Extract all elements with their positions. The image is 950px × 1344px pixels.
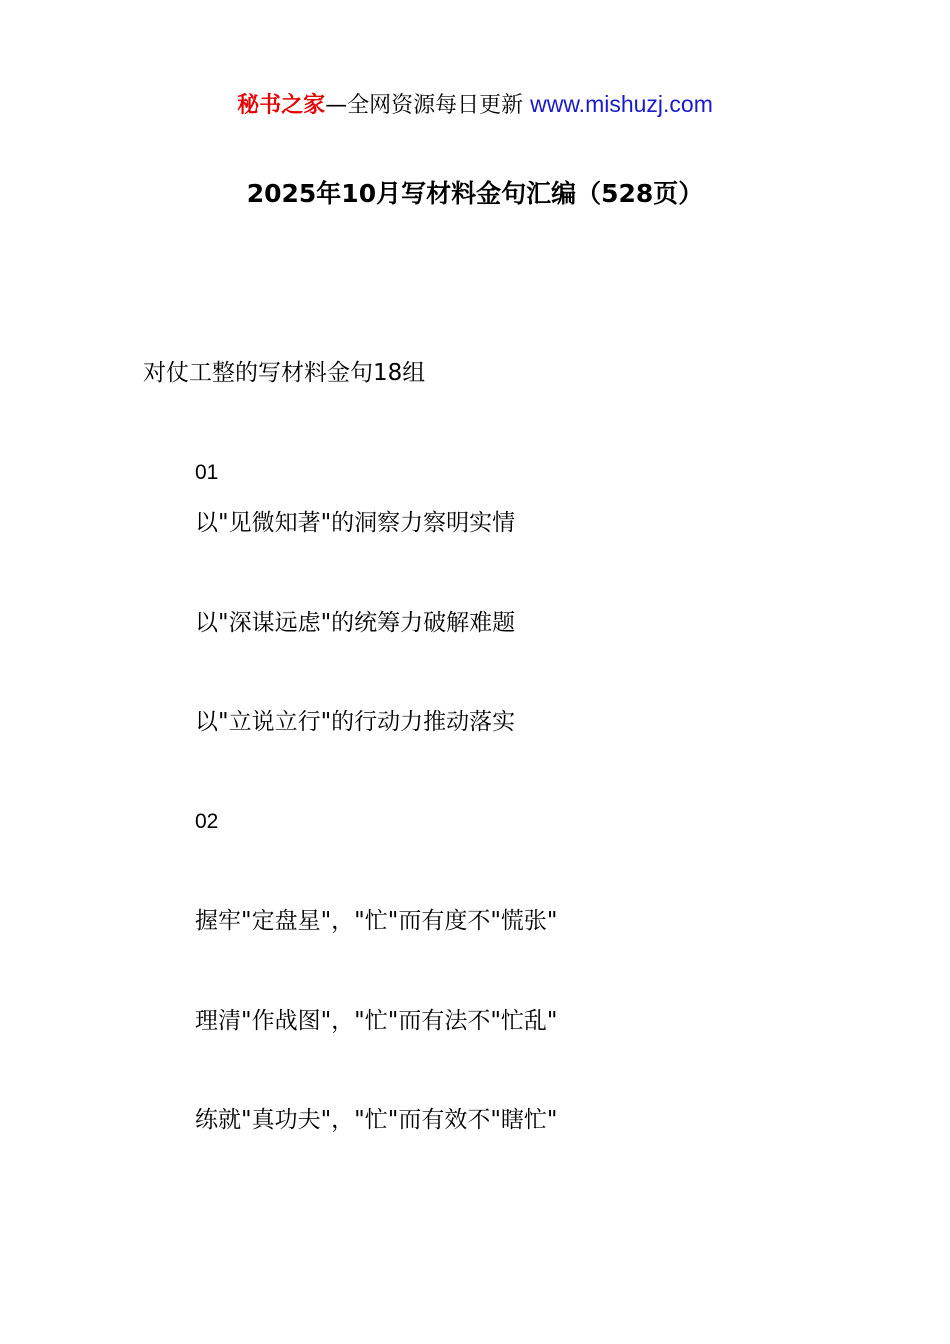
group-number: 02 [195, 810, 219, 833]
section-heading: 对仗工整的写材料金句18组 [143, 360, 426, 386]
document-title: 2025年10月写材料金句汇编（528页） [246, 179, 704, 208]
phrase-line: 理清"作战图"，"忙"而有法不"忙乱" [195, 1008, 558, 1034]
site-url-link[interactable]: www.mishuzj.com [530, 91, 713, 117]
group-number: 01 [195, 461, 219, 484]
phrase-line: 握牢"定盘星"，"忙"而有度不"慌张" [195, 908, 558, 934]
site-header [0, 88, 950, 122]
site-brand: 秘书之家 [237, 93, 326, 118]
phrase-line: 练就"真功夫"，"忙"而有效不"瞎忙" [195, 1107, 558, 1133]
site-tagline: —全网资源每日更新 [325, 93, 531, 118]
phrase-line: 以"见微知著"的洞察力察明实情 [195, 510, 516, 536]
phrase-line: 以"深谋远虑"的统筹力破解难题 [195, 610, 516, 636]
phrase-line: 以"立说立行"的行动力推动落实 [195, 709, 516, 735]
